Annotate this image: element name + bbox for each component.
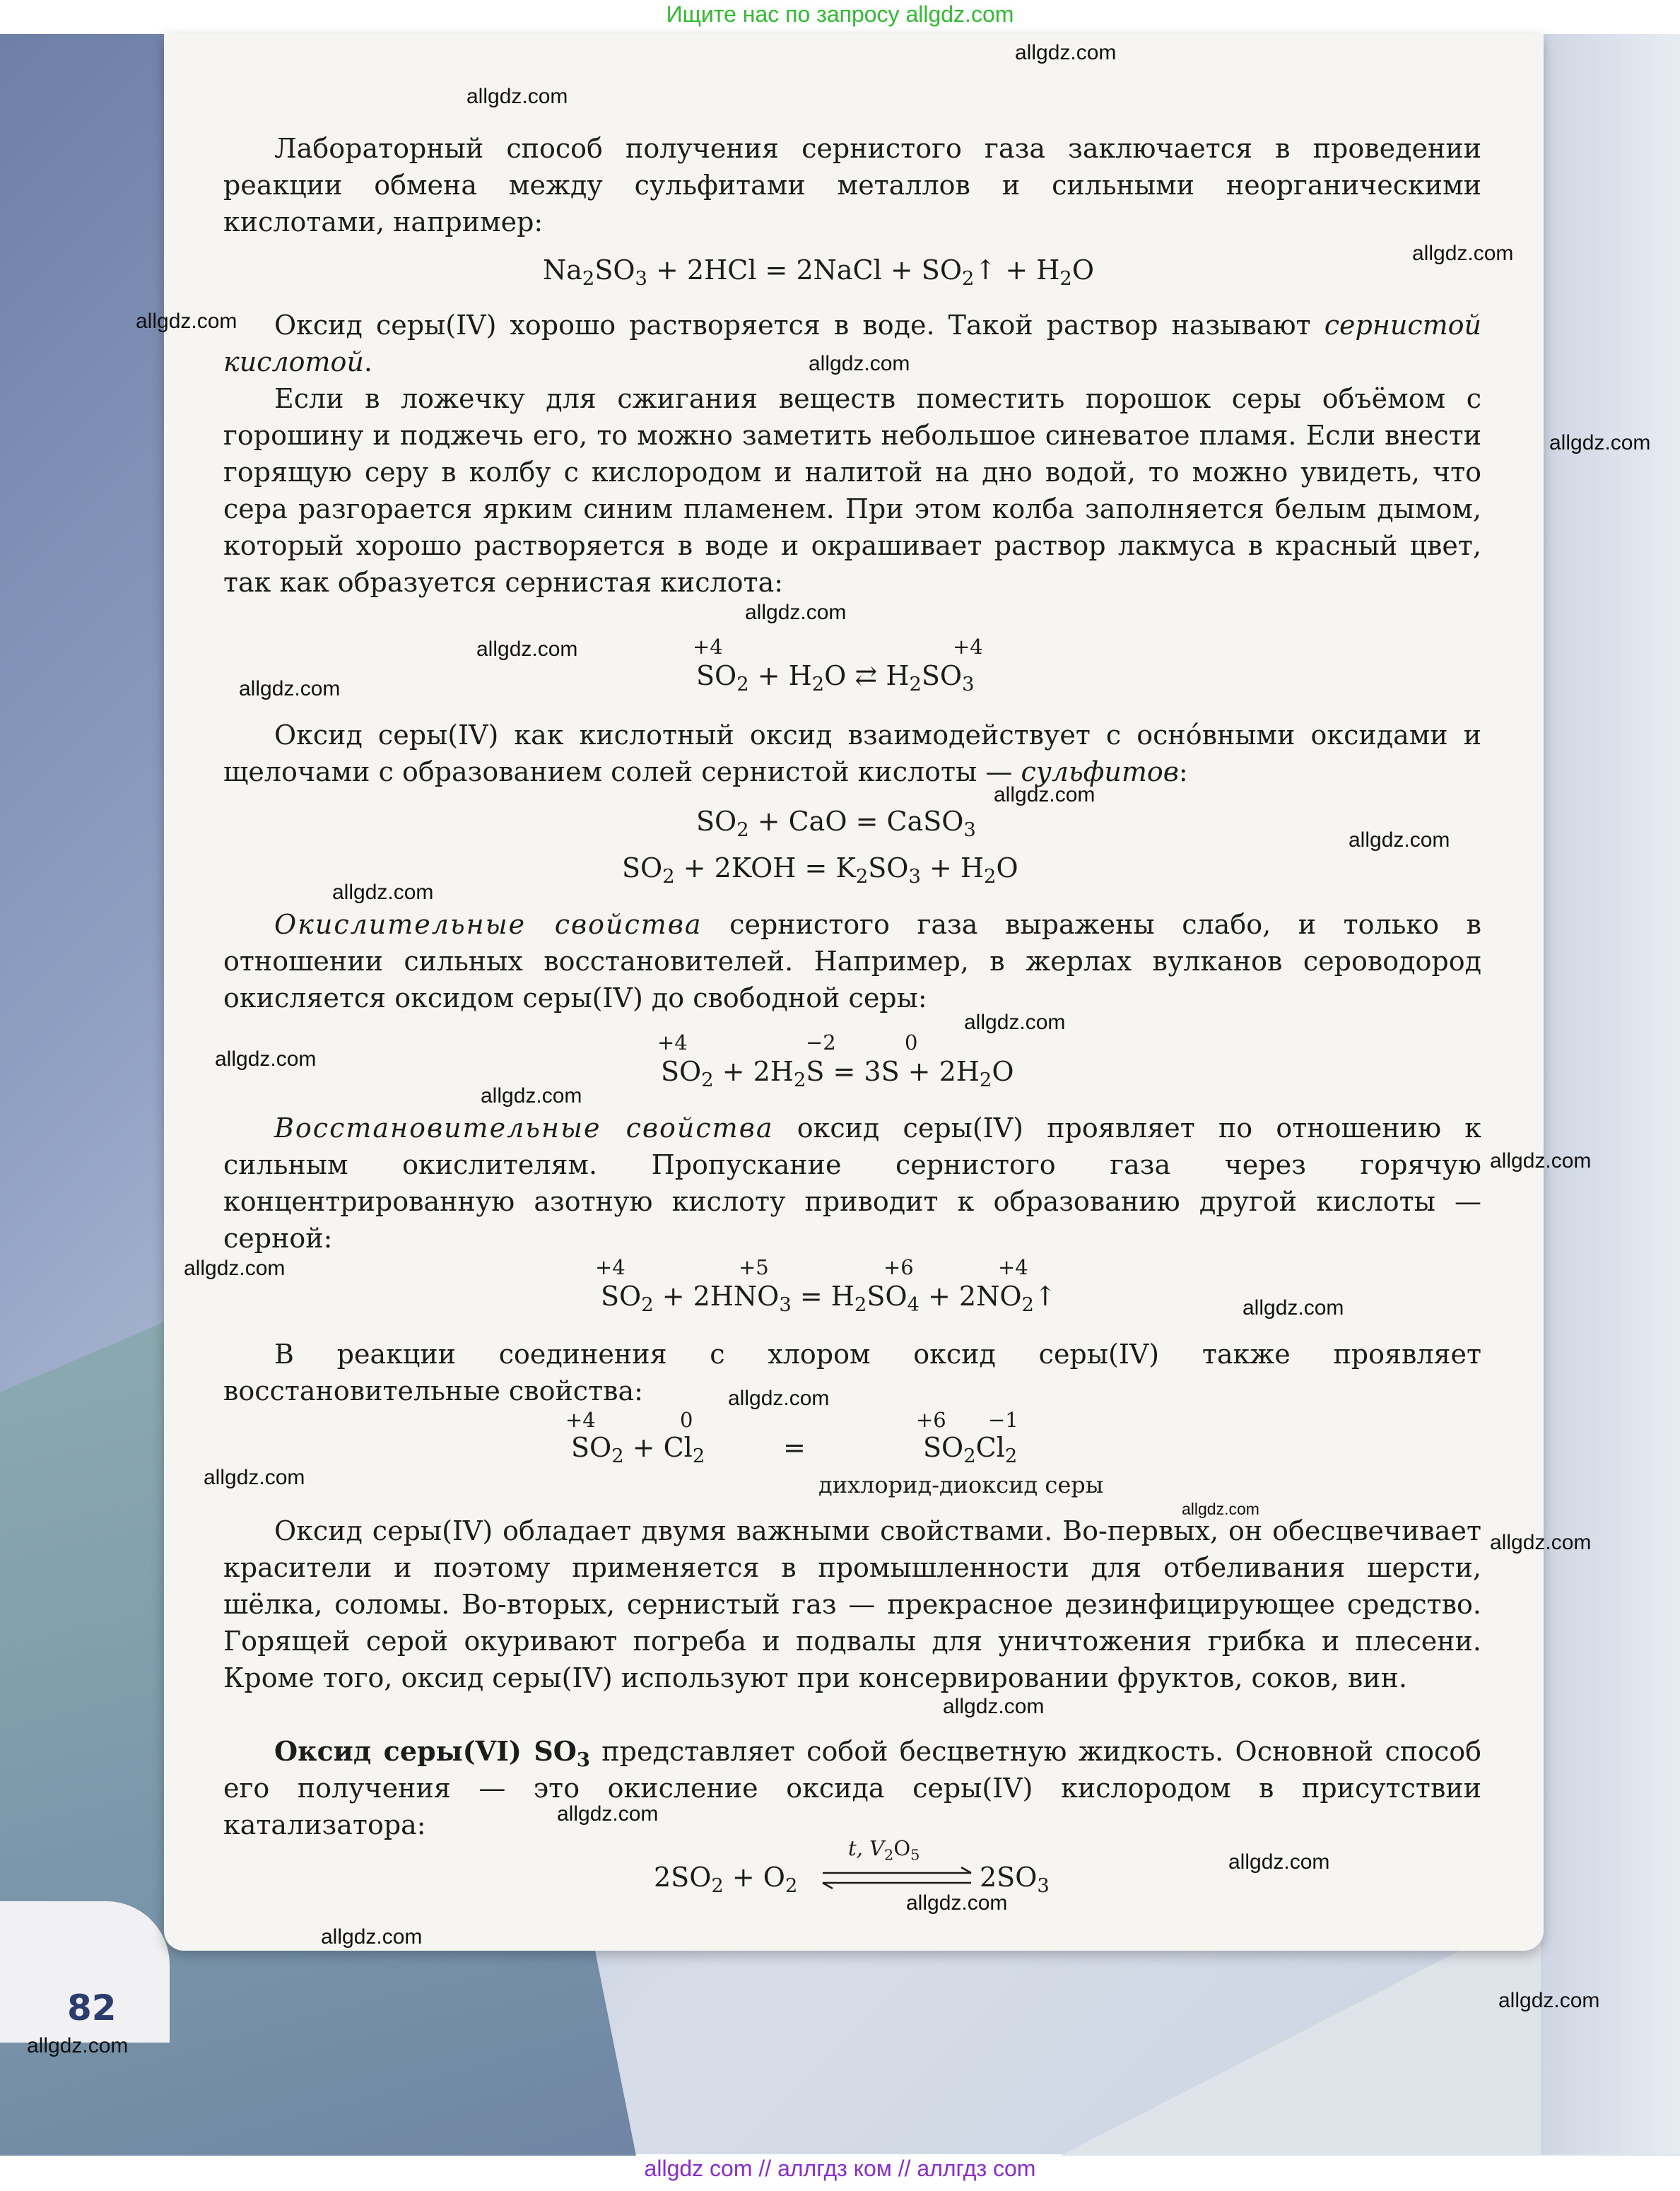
equation-na2so3-hcl: $Na_2SO_3 + 2HCl$ = 2NaCl + $SO_2↑ + H_2O$ bbox=[543, 254, 1094, 290]
paragraph: Оксид серы(IV) хорошо растворяется в воде. Такой раствор называют сернистой кислотой. bbox=[223, 310, 1481, 377]
paragraph: Восстановительные свойства оксид серы(IV) проявляет по отношению к сильным окислителям. Пропускание сернистого газа через горячую концентрированную азотную кислоту приводит к образованию другой кислоты — серной: bbox=[223, 1112, 1481, 1254]
watermark: allgdz.com bbox=[1490, 1149, 1592, 1173]
equation-equals: = bbox=[783, 1432, 806, 1463]
watermark: allgdz.com bbox=[1490, 1531, 1592, 1554]
paragraph: Оксид серы(IV) как кислотный оксид взаимодействует с осно́вными оксидами и щелочами с образованием солей сернистой кислоты — сульфитов: bbox=[223, 719, 1481, 787]
oxidation-state: +4 bbox=[693, 635, 723, 659]
watermark: allgdz.com bbox=[466, 85, 568, 108]
oxidation-state: 0 bbox=[680, 1408, 693, 1432]
equation-so2-o2-left: $2SO_2 + O_2$ bbox=[654, 1862, 798, 1898]
watermark: allgdz.com bbox=[321, 1925, 423, 1949]
oxidation-state: −1 bbox=[988, 1408, 1018, 1432]
watermark: allgdz.com bbox=[906, 1891, 1008, 1915]
reversible-arrow: ⇄ bbox=[854, 660, 878, 691]
watermark: allgdz.com bbox=[1549, 431, 1651, 454]
watermark: allgdz.com bbox=[964, 1011, 1066, 1034]
watermark: allgdz.com bbox=[994, 783, 1095, 806]
watermark: allgdz.com bbox=[184, 1257, 286, 1280]
equation-so2-cao: $SO_2$ + CaO = CaSO$_3$ bbox=[696, 806, 976, 842]
oxidation-state: +4 bbox=[595, 1255, 625, 1279]
watermark: allgdz.com bbox=[1182, 1500, 1259, 1518]
watermark: allgdz.com bbox=[215, 1047, 317, 1071]
next-page-edge bbox=[1541, 34, 1680, 2154]
oxidation-state: 0 bbox=[905, 1030, 918, 1055]
equation-so2-h2s: $SO_2 + 2H_2S = 3S + 2H_2O$ bbox=[661, 1056, 1014, 1092]
equation-so2-h2o: $SO_2 + H_2O$ ⇄ $H_2SO_3$ bbox=[696, 660, 975, 696]
watermark: allgdz.com bbox=[332, 881, 434, 904]
oxidation-state: +4 bbox=[657, 1030, 688, 1055]
equation-so2-koh: $SO_2 + 2KOH = K_2SO_3 + H_2O$ bbox=[622, 852, 1018, 888]
paragraph: В реакции соединения с хлором оксид серы(IV) также проявляет восстановительные свойства: bbox=[223, 1339, 1481, 1406]
compound-name: дихлорид-диоксид серы bbox=[818, 1472, 1104, 1498]
bottom-banner[interactable]: allgdz com // аллгдз ком // аллгдз com bbox=[644, 2156, 1036, 2181]
oxidation-state: +6 bbox=[883, 1255, 914, 1279]
top-banner[interactable]: Ищите нас по запросу allgdz.com bbox=[666, 1, 1014, 27]
watermark: allgdz.com bbox=[481, 1084, 582, 1108]
oxidation-state: +4 bbox=[998, 1255, 1028, 1279]
oxidation-state: −2 bbox=[806, 1030, 836, 1055]
watermark: allgdz.com bbox=[136, 310, 237, 333]
oxidation-state: +6 bbox=[916, 1408, 946, 1432]
watermark: allgdz.com bbox=[943, 1695, 1045, 1718]
watermark: allgdz.com bbox=[745, 601, 847, 624]
paragraph: Окислительные свойства сернистого газа выражены слабо, и только в отношении сильных восстановителей. Например, в жерлах вулканов сероводород окисляется оксидом серы(IV) до свободной серы: bbox=[223, 909, 1482, 1014]
watermark: allgdz.com bbox=[728, 1387, 830, 1410]
equation-so2-cl2-left: $SO_2 + Cl_2$ bbox=[571, 1432, 705, 1468]
oxidation-state: +5 bbox=[739, 1255, 769, 1279]
reaction-condition: t, $V_2O_5$ bbox=[848, 1836, 920, 1864]
equation-so3: $2SO_3$ bbox=[980, 1862, 1050, 1898]
paragraph: Оксид серы(VI) $SO_3$ представляет собой бесцветную жидкость. Основной способ его получения — это окисление оксида серы(IV) кислородом в присутствии катализатора: bbox=[223, 1735, 1481, 1840]
watermark: allgdz.com bbox=[27, 2034, 129, 2057]
watermark: allgdz.com bbox=[809, 352, 910, 375]
paragraph: Оксид серы(IV) обладает двумя важными свойствами. Во-первых, он обесцвечивает красители и поэтому применяется в промышленности для отбеливания шерсти, шёлка, соломы. Во-вторых, сернистый газ — прекрасное дезинфицирующее средство. Горящей серой окуривают погреба и подвалы для уничтожения грибка и плесени. Кроме того, оксид серы(IV) используют при консервировании фруктов, соков, вин. bbox=[223, 1515, 1481, 1693]
paragraph-text: Лабораторный способ получения сернистого газа заключается в проведении реакции обмена между сульфитами металлов и сильными неорганическими кислотами, например: bbox=[223, 133, 1481, 237]
watermark: allgdz.com bbox=[239, 677, 341, 700]
watermark: allgdz.com bbox=[1228, 1850, 1330, 1874]
page-number: 82 bbox=[67, 1987, 117, 2028]
watermark: allgdz.com bbox=[476, 638, 578, 661]
watermark: allgdz.com bbox=[1349, 828, 1450, 852]
equation-so2-hno3: $SO_2 + 2HNO_3 = H_2SO_4$ + $2NO_2↑$ bbox=[601, 1281, 1057, 1317]
paragraph bbox=[223, 130, 1481, 240]
oxidation-state: +4 bbox=[953, 635, 983, 659]
watermark: allgdz.com bbox=[1015, 41, 1117, 64]
watermark: allgdz.com bbox=[1498, 1989, 1600, 2012]
watermark: allgdz.com bbox=[204, 1466, 305, 1489]
oxidation-state: +4 bbox=[565, 1408, 596, 1432]
paragraph: Если в ложечку для сжигания веществ поместить порошок серы объёмом с горошину и поджечь его, то можно заметить небольшое синеватое пламя. Если внести горящую серу в колбу с кислородом и налитой на дно водой, то можно увидеть, что сера разгорается ярким синим пламенем. При этом колба заполняется белым дымом, который хорошо растворяется в воде и окрашивает раствор лакмуса в красный цвет, так как образуется сернистая кислота: bbox=[223, 383, 1481, 598]
watermark: allgdz.com bbox=[1412, 242, 1514, 265]
watermark: allgdz.com bbox=[1243, 1296, 1344, 1320]
watermark: allgdz.com bbox=[557, 1802, 659, 1826]
equation-so2cl2: $SO_2Cl_2$ bbox=[923, 1432, 1018, 1468]
equilibrium-arrow-icon bbox=[820, 1866, 974, 1890]
